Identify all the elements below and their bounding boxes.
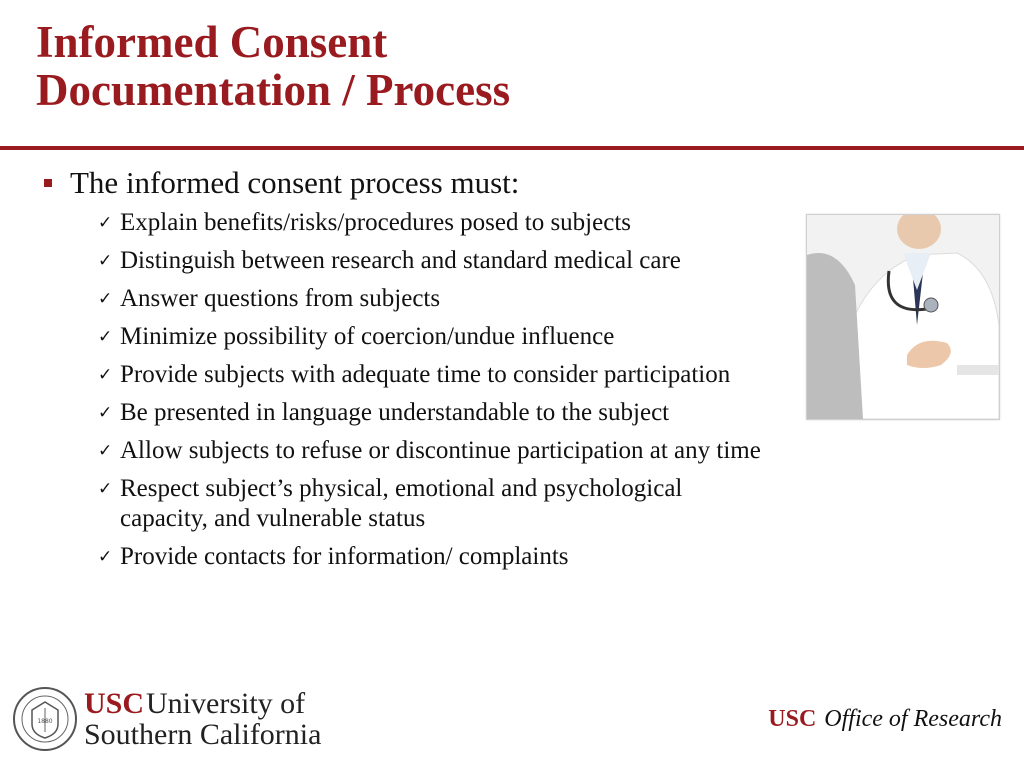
office-usc-wordmark: USC [768,706,817,732]
checklist-item [98,436,818,466]
usc-wordmark: USC [84,687,145,720]
usc-university-logo [84,688,321,750]
page-title [36,18,510,114]
checklist-item-text: Allow subjects to refuse or discontinue participation at any time [120,437,761,464]
checklist-item [98,208,818,238]
seal-year: 1880 [37,718,53,725]
check-icon: ✓ [98,441,113,461]
checklist-item [98,398,818,428]
checklist-item [98,360,818,390]
checklist [98,208,818,580]
square-bullet-icon [44,179,52,187]
checklist-item-text: Respect subject’s physical, emotional and psychological capacity, and vulnerable status [120,475,683,532]
checklist-item-text: Provide subjects with adequate time to consider participation [120,361,731,388]
checklist-item [98,322,818,352]
checklist-item [98,284,818,314]
main-bullet [44,165,519,201]
office-of-research-logo [768,706,1002,733]
check-icon: ✓ [98,327,113,347]
checklist-item [98,542,818,572]
checklist-item-text: Distinguish between research and standard medical care [120,247,681,274]
checklist-item [98,474,818,534]
check-icon: ✓ [98,365,113,385]
checklist-item-text: Answer questions from subjects [120,285,441,312]
title-line-1: Informed Consent [36,17,388,67]
office-name: Office of Research [824,706,1002,732]
check-icon: ✓ [98,403,113,423]
checklist-item-text: Be presented in language understandable to the subject [120,399,670,426]
check-icon: ✓ [98,213,113,233]
checklist-item-text: Minimize possibility of coercion/undue influence [120,323,615,350]
checklist-item [98,246,818,276]
main-bullet-text: The informed consent process must: [70,165,520,200]
title-line-2: Documentation / Process [36,65,511,115]
university-line-1: University of [146,687,306,720]
check-icon: ✓ [98,251,113,271]
check-icon: ✓ [98,289,113,309]
check-icon: ✓ [98,479,113,499]
title-divider [0,146,1024,150]
check-icon: ✓ [98,547,113,567]
checklist-item-text: Provide contacts for information/ complaints [120,543,569,570]
doctor-photo [806,214,1000,420]
usc-seal-icon [12,686,78,752]
university-line-2: Southern California [84,718,322,751]
doctor-illustration [807,215,999,419]
checklist-item-text: Explain benefits/risks/procedures posed to subjects [120,209,631,236]
